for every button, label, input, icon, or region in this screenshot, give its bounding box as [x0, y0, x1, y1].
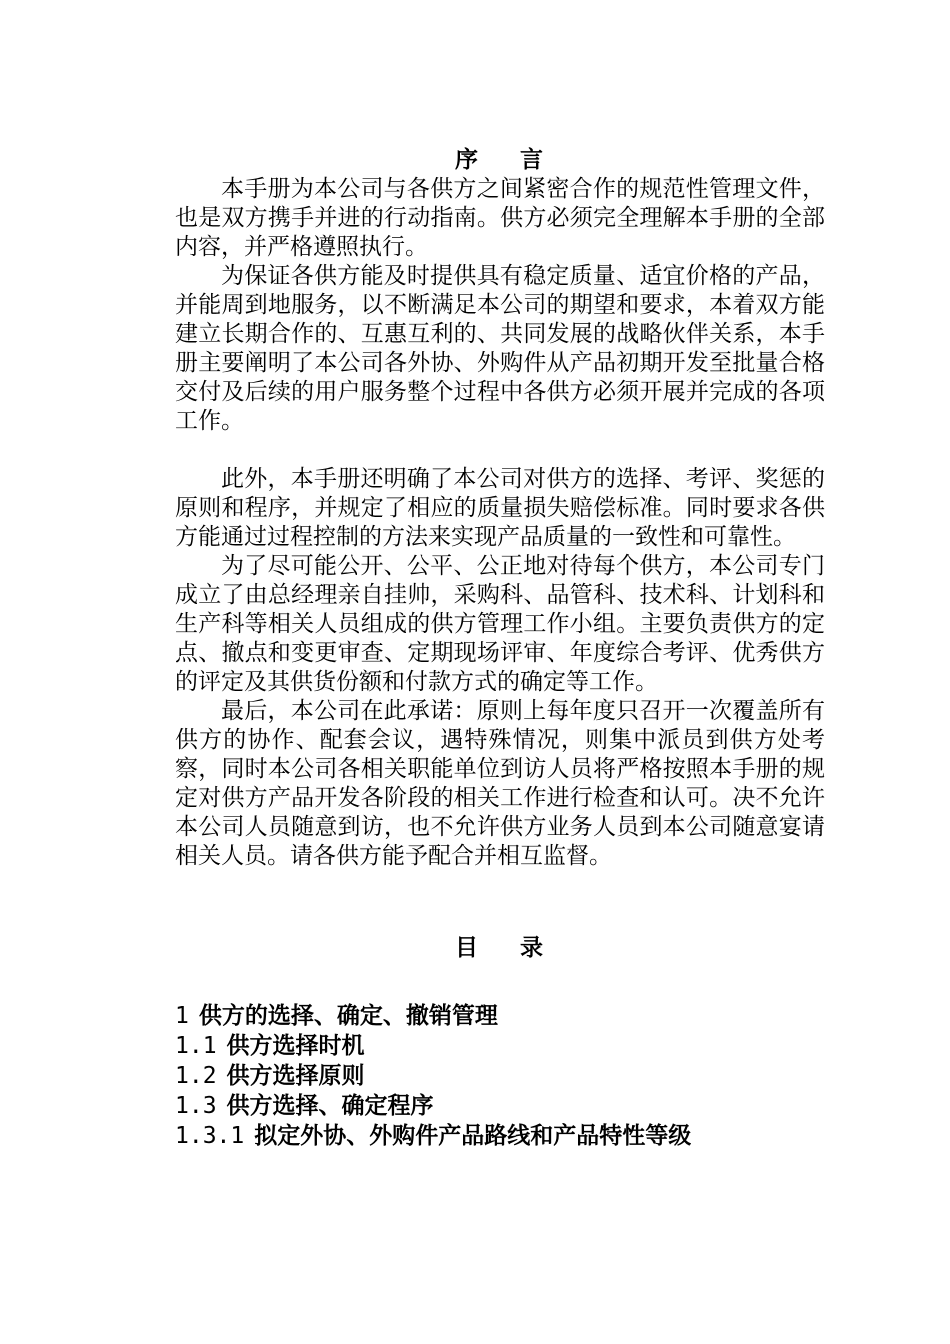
preface-paragraph: 本手册为本公司与各供方之间紧密合作的规范性管理文件，也是双方携手并进的行动指南。供方必须完全理解本手册的全部内容，并严格遵照执行。	[175, 176, 825, 260]
toc-item-text: 拟定外协、外购件产品路线和产品特性等级	[254, 1122, 692, 1149]
toc-item-text: 供方选择时机	[226, 1032, 365, 1059]
toc-title-char-2: 录	[520, 934, 545, 961]
preface-title-char-1: 序	[455, 146, 480, 173]
toc-item[interactable]	[175, 1061, 825, 1091]
toc-item[interactable]	[175, 1121, 825, 1151]
toc-item-number: 1.3.1	[175, 1123, 245, 1149]
toc-item-number: 1.2	[175, 1063, 217, 1089]
toc-item[interactable]	[175, 1091, 825, 1121]
toc-item-text: 供方的选择、确定、撤销管理	[198, 1002, 498, 1029]
preface-paragraph: 此外，本手册还明确了本公司对供方的选择、考评、奖惩的原则和程序，并规定了相应的质量损失赔偿标准。同时要求各供方能通过过程控制的方法来实现产品质量的一致性和可靠性。	[175, 466, 825, 550]
toc-item[interactable]	[175, 1031, 825, 1061]
toc-item-text: 供方选择、确定程序	[226, 1092, 434, 1119]
toc-title	[175, 933, 825, 963]
preface-paragraph: 最后，本公司在此承诺：原则上每年度只召开一次覆盖所有供方的协作、配套会议，遇特殊情况，则集中派员到供方处考察，同时本公司各相关职能单位到访人员将严格按照本手册的规定对供方产品开发各阶段的相关工作进行检查和认可。决不允许本公司人员随意到访，也不允许供方业务人员到本公司随意宴请相关人员。请各供方能予配合并相互监督。	[175, 698, 825, 869]
preface-paragraph: 为保证各供方能及时提供具有稳定质量、适宜价格的产品，并能周到地服务，以不断满足本公司的期望和要求，本着双方能建立长期合作的、互惠互利的、共同发展的战略伙伴关系，本手册主要阐明了本公司各外协、外购件从产品初期开发至批量合格交付及后续的用户服务整个过程中各供方必须开展并完成的各项工作。	[175, 263, 825, 434]
toc-item[interactable]	[175, 1001, 825, 1031]
preface-title-char-2: 言	[520, 146, 545, 173]
toc-item-number: 1.1	[175, 1033, 217, 1059]
toc-list	[175, 1001, 825, 1151]
toc-item-text: 供方选择原则	[226, 1062, 365, 1089]
preface-paragraph: 为了尽可能公开、公平、公正地对待每个供方，本公司专门成立了由总经理亲自挂帅，采购科、品管科、技术科、计划科和生产科等相关人员组成的供方管理工作小组。主要负责供方的定点、撤点和变更审查、定期现场评审、年度综合考评、优秀供方的评定及其供货份额和付款方式的确定等工作。	[175, 553, 825, 695]
toc-item-number: 1.3	[175, 1093, 217, 1119]
preface-title	[175, 145, 825, 175]
preface-body	[175, 175, 825, 871]
toc-item-number: 1	[175, 1003, 189, 1029]
toc-title-char-1: 目	[455, 934, 480, 961]
document-page	[175, 145, 825, 1151]
